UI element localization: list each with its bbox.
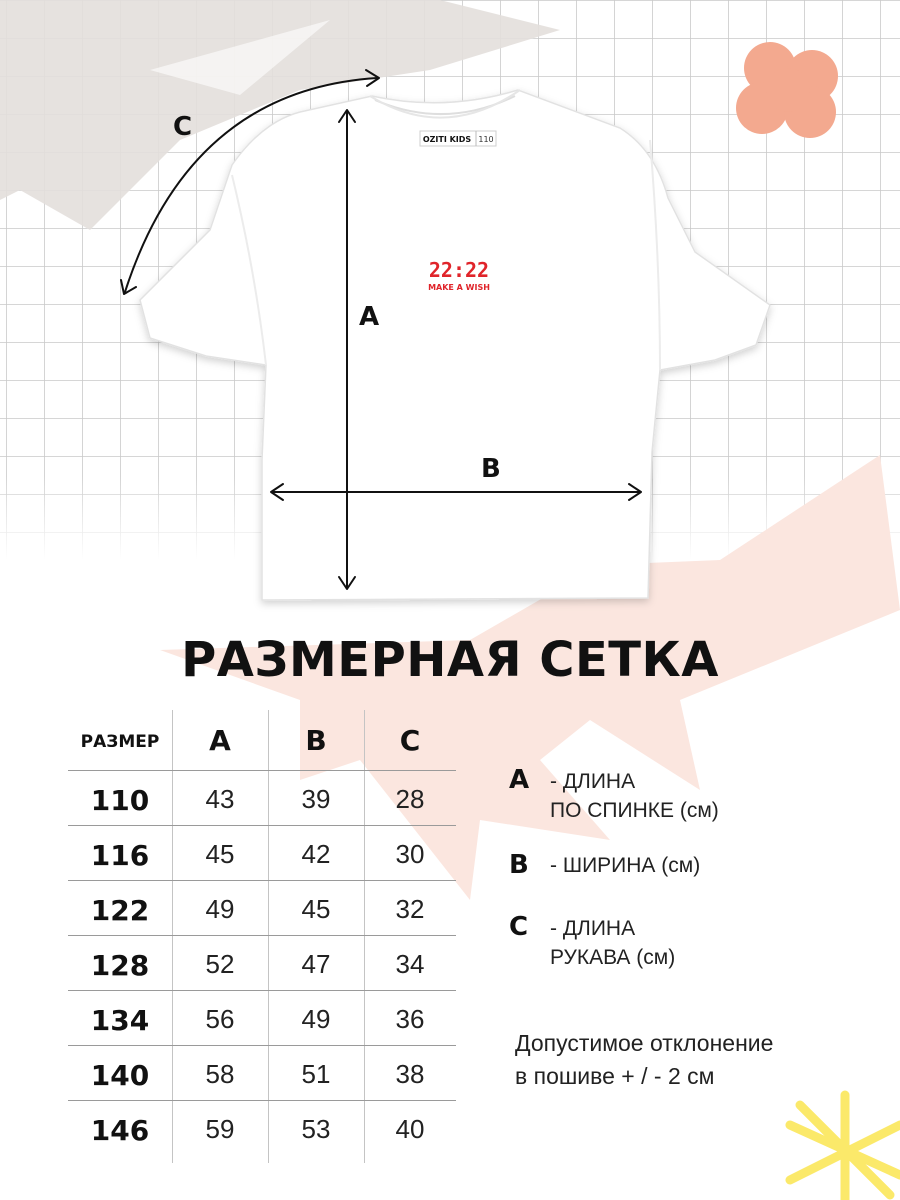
header-size: РАЗМЕР bbox=[80, 732, 160, 752]
table-cell-b: 42 bbox=[301, 839, 331, 869]
tag-size-text: 110 bbox=[478, 135, 494, 144]
table-cell-b: 51 bbox=[301, 1059, 331, 1089]
table-cell-size: 140 bbox=[90, 1059, 150, 1092]
table-cell-c: 36 bbox=[395, 1004, 425, 1034]
table-cell-a: 45 bbox=[205, 839, 235, 869]
header-a: A bbox=[209, 724, 231, 757]
brand-tag bbox=[420, 131, 496, 146]
chest-print bbox=[428, 258, 490, 292]
tshirt-illustration bbox=[140, 90, 770, 600]
page-title: РАЗМЕРНАЯ СЕТКА bbox=[181, 632, 719, 688]
diagram-label-c: C bbox=[173, 112, 193, 142]
table-row-divider bbox=[68, 1100, 456, 1101]
diagram-label-b: B bbox=[481, 454, 501, 484]
table-cell-a: 58 bbox=[205, 1059, 235, 1089]
table-cell-a: 43 bbox=[205, 784, 235, 814]
table-column-divider bbox=[172, 710, 173, 1163]
legend-text-a-line1: - ДЛИНА bbox=[550, 770, 636, 793]
legend-text-c-line1: - ДЛИНА bbox=[550, 917, 636, 940]
print-caption-text: MAKE A WISH bbox=[428, 283, 490, 292]
table-cell-size: 116 bbox=[90, 839, 150, 872]
table-cell-c: 40 bbox=[395, 1114, 425, 1144]
table-row-divider bbox=[68, 1045, 456, 1046]
header-c: C bbox=[399, 724, 421, 757]
table-column-divider bbox=[268, 710, 269, 1163]
table-row-divider bbox=[68, 880, 456, 881]
table-cell-c: 34 bbox=[395, 949, 425, 979]
table-cell-size: 122 bbox=[90, 894, 150, 927]
legend-key-c: C bbox=[509, 912, 529, 942]
table-row-divider bbox=[68, 825, 456, 826]
table-cell-a: 49 bbox=[205, 894, 235, 924]
table-row-divider bbox=[68, 935, 456, 936]
table-cell-b: 47 bbox=[301, 949, 331, 979]
table-cell-b: 53 bbox=[301, 1114, 331, 1144]
table-cell-b: 49 bbox=[301, 1004, 331, 1034]
table-cell-c: 30 bbox=[395, 839, 425, 869]
table-cell-c: 32 bbox=[395, 894, 425, 924]
sparkle-icon bbox=[790, 1095, 900, 1200]
legend-text-b-line1: - ШИРИНА (см) bbox=[550, 854, 701, 877]
table-cell-a: 59 bbox=[205, 1114, 235, 1144]
table-cell-a: 56 bbox=[205, 1004, 235, 1034]
table-row-divider bbox=[68, 990, 456, 991]
diagram-label-a: A bbox=[359, 302, 380, 332]
table-cell-size: 128 bbox=[90, 949, 150, 982]
table-cell-b: 39 bbox=[301, 784, 331, 814]
tag-brand-text: OZITI KIDS bbox=[422, 135, 472, 144]
tolerance-note bbox=[515, 1027, 773, 1093]
tolerance-note-line1: Допустимое отклонение bbox=[515, 1030, 774, 1056]
print-time-text: 22:22 bbox=[428, 258, 490, 282]
legend-text-c-line2: РУКАВА (см) bbox=[550, 946, 676, 969]
table-column-divider bbox=[364, 710, 365, 1163]
table-cell-size: 134 bbox=[90, 1004, 150, 1037]
legend-key-a: A bbox=[509, 765, 530, 795]
table-cell-c: 38 bbox=[395, 1059, 425, 1089]
table-cell-size: 146 bbox=[90, 1114, 150, 1147]
table-cell-a: 52 bbox=[205, 949, 235, 979]
legend-key-b: B bbox=[509, 850, 529, 880]
legend-text-a-line2: ПО СПИНКЕ (см) bbox=[550, 799, 719, 822]
header-b: B bbox=[305, 724, 327, 757]
table-cell-b: 45 bbox=[301, 894, 331, 924]
table-cell-c: 28 bbox=[395, 784, 425, 814]
table-row-divider bbox=[68, 770, 456, 771]
table-cell-size: 110 bbox=[90, 784, 150, 817]
tolerance-note-line2: в пошиве + / - 2 см bbox=[515, 1063, 715, 1089]
